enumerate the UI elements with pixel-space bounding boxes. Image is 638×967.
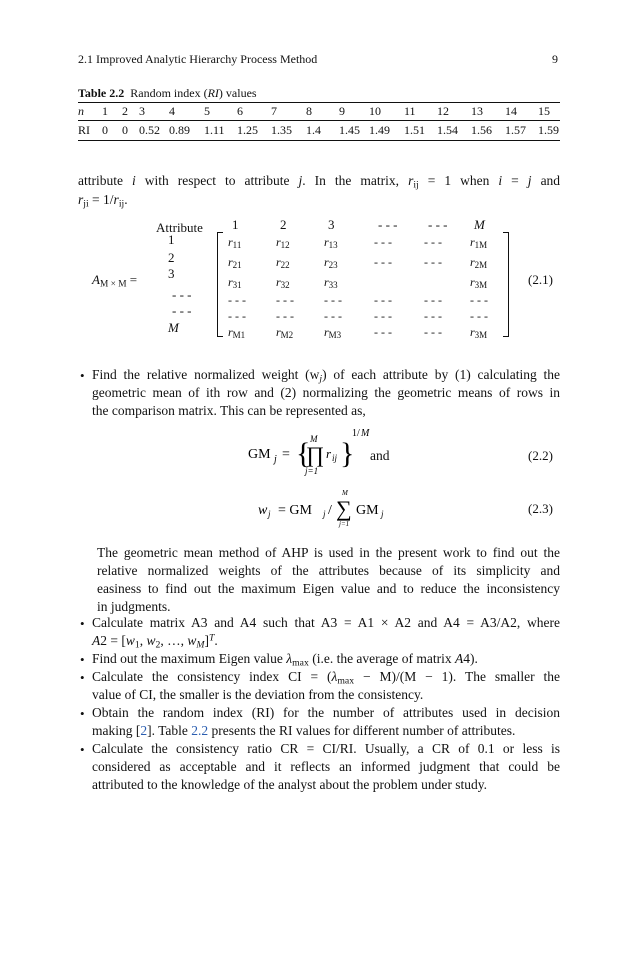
equation-2-2-and: and [370, 448, 390, 463]
table-cell-n: 3 [139, 104, 145, 118]
matrix-column-head: 3 [328, 217, 335, 232]
matrix-column-head: - - - [428, 217, 448, 232]
svg-text:j=1: j=1 [339, 520, 350, 528]
svg-text:∑: ∑ [336, 496, 352, 521]
table-cell-ri: 1.56 [471, 123, 492, 137]
svg-text:r: r [326, 446, 332, 461]
table-cell-n: 13 [471, 104, 483, 118]
matrix-row-head: 3 [168, 266, 175, 281]
matrix-left-bracket [217, 232, 223, 337]
svg-text:1/: 1/ [352, 428, 360, 439]
matrix-cell: - - - [324, 293, 342, 307]
table-cell-n: 9 [339, 104, 345, 118]
matrix-cell: r12 [276, 235, 290, 250]
matrix-cell: rM3 [324, 325, 342, 340]
matrix-cell: r2M [470, 255, 488, 270]
svg-text:j: j [274, 454, 277, 465]
table-cell-ri: 1.57 [505, 123, 526, 137]
matrix-cell: - - - [470, 293, 488, 307]
matrix-cell: - - - [374, 255, 392, 269]
svg-text:j: j [381, 509, 384, 519]
matrix-cell: r32 [276, 275, 290, 290]
matrix-cell: - - - [228, 309, 246, 323]
matrix-cell: - - - [424, 325, 442, 339]
matrix-column-head: - - - [378, 217, 398, 232]
matrix-cell: r23 [324, 255, 338, 270]
table-header-n: n [78, 104, 84, 118]
matrix-column-head: 1 [232, 217, 239, 232]
table-cell-ri: 0.52 [139, 123, 160, 137]
equation-number-2-3: (2.3) [528, 501, 553, 516]
matrix-cell: - - - [424, 255, 442, 269]
matrix-cell: r22 [276, 255, 290, 270]
svg-text:GM: GM [248, 447, 271, 462]
table-cell-ri: 1.51 [404, 123, 425, 137]
matrix-cell: r3M [470, 325, 488, 340]
equation-number-2-1: (2.1) [528, 272, 553, 287]
table-cell-ri: 1.11 [204, 123, 225, 137]
table-cell-n: 15 [538, 104, 550, 118]
matrix-cell: - - - [276, 293, 294, 307]
table-cell-n: 2 [122, 104, 128, 118]
matrix-cell: r3M [470, 275, 488, 290]
table-cell-ri: 1.35 [271, 123, 292, 137]
bullet-dot: • [80, 652, 85, 667]
matrix-right-bracket [503, 232, 509, 337]
table-cell-ri: 1.54 [437, 123, 458, 137]
bullet-5-text: Obtain the random index (RI) for the number of attributes used in decision making [2]. Table 2.2 presents the RI values for different number of attributes. [92, 705, 560, 738]
equation-number-2-2: (2.2) [528, 448, 553, 463]
matrix-cell: - - - [424, 235, 442, 249]
bullet-dot: • [80, 670, 85, 685]
matrix-row-head: 2 [168, 250, 175, 265]
matrix-cell: r21 [228, 255, 242, 270]
bullet-3-text: Find out the maximum Eigen value $\lambda_{max}$ (i.e. the average of matrix A4). [92, 651, 478, 669]
matrix-cell: r11 [228, 235, 242, 250]
table-caption-label: Table 2.2 [78, 86, 125, 100]
matrix-row-head: 1 [168, 232, 175, 247]
table-header-ri: RI [78, 123, 90, 137]
table-cell-n: 4 [169, 104, 175, 118]
svg-text:w: w [258, 503, 268, 518]
matrix-row-head: - - - [172, 303, 192, 318]
table-cell-n: 14 [505, 104, 517, 118]
matrix-row-head: M [168, 320, 179, 335]
svg-text:=: = [282, 447, 290, 462]
svg-text:∏: ∏ [306, 442, 325, 467]
table-cell-n: 12 [437, 104, 449, 118]
svg-text:M: M [310, 434, 318, 444]
matrix-cell: - - - [276, 309, 294, 323]
equation-2-3 [258, 488, 408, 528]
matrix-cell: r1M [470, 235, 488, 250]
svg-text:M: M [361, 428, 370, 439]
table-cell-n: 10 [369, 104, 381, 118]
table-cell-ri: 0 [102, 123, 108, 137]
matrix-cell: - - - [374, 235, 392, 249]
svg-text:GM: GM [356, 503, 379, 518]
matrix-cell: - - - [324, 309, 342, 323]
matrix-cell: r33 [324, 275, 338, 290]
svg-text:j: j [268, 509, 271, 519]
bullet-dot: • [80, 706, 85, 721]
intro-line-1: attribute i with respect to attribute j. In the matrix, $r_{ij} = 1$ when i = j and [78, 173, 561, 191]
matrix-column-head: M [474, 217, 485, 232]
table-cell-n: 7 [271, 104, 277, 118]
table-caption [78, 86, 257, 101]
table-caption-text: Random index (RI) values [130, 86, 257, 100]
table-cell-ri: 1.45 [339, 123, 360, 137]
matrix-column-head: 2 [280, 217, 287, 232]
bullet-2-text: Calculate matrix A3 and A4 such that A3 = A1 × A2 and A4 = A3/A2, where $A2 = [w_1$, $w_2$, …, $w_M]^T$. [92, 615, 560, 651]
svg-text:/: / [328, 503, 332, 518]
table-reference-link[interactable]: 2.2 [191, 723, 209, 738]
equation-2-3-graphic [258, 488, 408, 530]
bullet-4-text: Calculate the consistency index CI = $(\lambda_{max} - M)/(M - 1)$. The smaller the value of CI, the smaller is the deviation from the consistency. [92, 669, 560, 702]
matrix-row-head: - - - [172, 287, 192, 302]
svg-text:= GM: = GM [278, 503, 312, 518]
matrix-cell: - - - [424, 309, 442, 323]
matrix-cell: - - - [374, 325, 392, 339]
matrix-cell: - - - [470, 309, 488, 323]
svg-text:j=1: j=1 [305, 466, 319, 476]
matrix-cell: - - - [374, 309, 392, 323]
table-cell-n: 5 [204, 104, 210, 118]
svg-text:}: } [340, 437, 355, 470]
table-cell-ri: 0.89 [169, 123, 190, 137]
matrix-cell: - - - [228, 293, 246, 307]
table-mid-rule [78, 120, 560, 121]
svg-text:j: j [323, 509, 326, 519]
matrix-cell: r31 [228, 275, 242, 290]
svg-text:ij: ij [332, 453, 338, 463]
table-cell-n: 11 [404, 104, 416, 118]
table-cell-ri: 1.59 [538, 123, 559, 137]
equation-2-2 [248, 426, 448, 476]
matrix-cell: rM2 [276, 325, 294, 340]
table-bottom-rule [78, 140, 560, 141]
table-cell-n: 6 [237, 104, 243, 118]
svg-text:M: M [342, 489, 348, 497]
matrix-cell: - - - [374, 293, 392, 307]
table-cell-ri: 1.49 [369, 123, 390, 137]
matrix-lhs: $A_{M \times M}$ = [92, 272, 138, 290]
equation-2-2-graphic [248, 426, 448, 478]
bullet-dot: • [80, 368, 85, 383]
gm-paragraph: The geometric mean method of AHP is used in the present work to find out the relative normalized weights of the attributes because of its simplicity and easiness to find out the maximum Eigen value and to reduce the inconsistency in judgments. [97, 545, 560, 614]
matrix-cell: - - - [424, 293, 442, 307]
matrix-attribute-label: Attribute [156, 220, 203, 235]
table-cell-n: 1 [102, 104, 108, 118]
matrix-cell: rM1 [228, 325, 246, 340]
table-cell-ri: 1.25 [237, 123, 258, 137]
table-cell-ri: 1.4 [306, 123, 321, 137]
table-top-rule [78, 102, 560, 103]
matrix-cell: r13 [324, 235, 338, 250]
bullet-dot: • [80, 742, 85, 757]
bullet-6-text: Calculate the consistency ratio CR = CI/RI. Usually, a CR of 0.1 or less is considered as acceptable and it reflects an informed judgment that could be attributed to the knowledge of the analyst about the problem under study. [92, 741, 560, 792]
citation-link[interactable]: 2 [140, 723, 148, 738]
bullet-1-text: Find the relative normalized weight $(w_j)$ of each attribute by (1) calculating the geometric mean of ith row and (2) normalizing the geometric means of rows in the comparison matrix. This can be represented as, [92, 367, 561, 418]
table-cell-ri: 0 [122, 123, 128, 137]
page-number: 9 [552, 52, 558, 66]
svg-text:{: { [296, 437, 311, 470]
table-cell-n: 8 [306, 104, 312, 118]
running-header: 2.1 Improved Analytic Hierarchy Process Method [78, 52, 318, 66]
bullet-dot: • [80, 616, 85, 631]
intro-line-2: $r_{ji} = 1/r_{ij}$. [78, 192, 128, 210]
